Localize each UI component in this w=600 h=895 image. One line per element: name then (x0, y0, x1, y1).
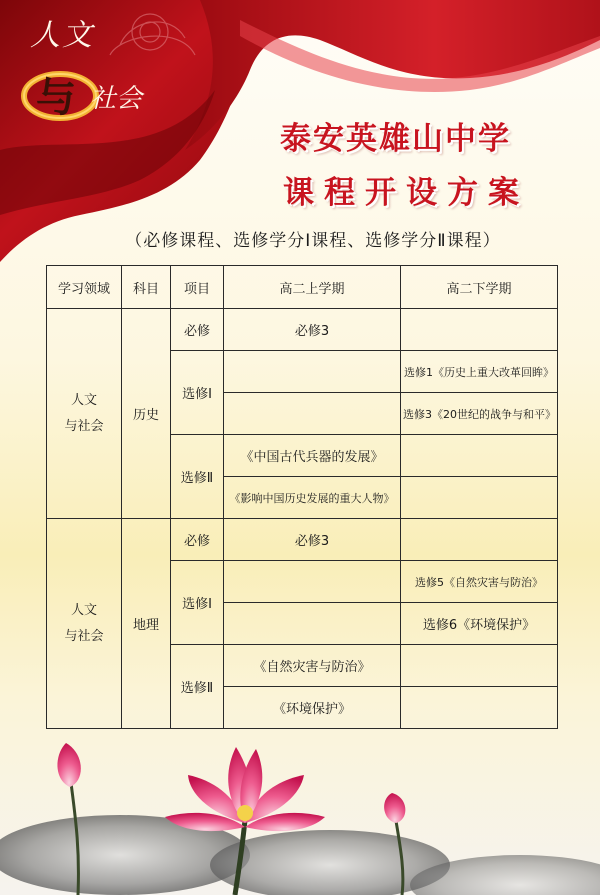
term2-cell: 选修5《自然灾害与防治》 (401, 561, 558, 603)
term2-cell (401, 477, 558, 519)
term1-cell: 《自然灾害与防治》 (224, 645, 401, 687)
item-elective1: 选修Ⅰ (171, 561, 224, 645)
domain-cell: 人文 与社会 (47, 519, 122, 729)
item-elective1: 选修Ⅰ (171, 351, 224, 435)
logo-text-shehui: 社会 (90, 84, 143, 114)
table-header-row (47, 266, 558, 309)
item-required: 必修 (171, 309, 224, 351)
term2-cell (401, 519, 558, 561)
header-item: 项目 (171, 266, 224, 309)
lotus-ink-painting (0, 735, 600, 895)
term2-cell (401, 687, 558, 729)
term2-cell (401, 309, 558, 351)
term1-cell (224, 561, 401, 603)
term1-cell (224, 603, 401, 645)
term1-cell: 必修3 (224, 519, 401, 561)
item-elective2: 选修Ⅱ (171, 435, 224, 519)
term1-cell: 《影响中国历史发展的重大人物》 (224, 477, 401, 519)
header-term1: 高二上学期 (224, 266, 401, 309)
term1-cell: 必修3 (224, 309, 401, 351)
term2-cell: 选修3《20世纪的战争与和平》 (401, 393, 558, 435)
header-domain: 学习领域 (47, 266, 122, 309)
term2-cell: 选修6《环境保护》 (401, 603, 558, 645)
term1-cell (224, 351, 401, 393)
subject-cell: 地理 (122, 519, 171, 729)
term2-cell (401, 435, 558, 477)
term2-cell: 选修1《历史上重大改革回眸》 (401, 351, 558, 393)
page-subtitle: （必修课程、选修学分Ⅰ课程、选修学分Ⅱ课程） (125, 231, 501, 251)
logo-text-renwen: 人文 (30, 18, 94, 53)
domain-cell: 人文 与社会 (47, 309, 122, 519)
term2-cell (401, 645, 558, 687)
humanities-society-logo (0, 0, 200, 140)
table-row (47, 519, 558, 561)
term1-cell: 《环境保护》 (224, 687, 401, 729)
item-required: 必修 (171, 519, 224, 561)
logo-text-yu: 与 (36, 74, 76, 121)
page-title-plan: 课程开设方案 (283, 175, 529, 211)
term1-cell: 《中国古代兵器的发展》 (224, 435, 401, 477)
term1-cell (224, 393, 401, 435)
page-title-school: 泰安英雄山中学 (280, 121, 511, 157)
item-elective2: 选修Ⅱ (171, 645, 224, 729)
course-plan-table (46, 265, 558, 729)
table-row (47, 309, 558, 351)
header-subject: 科目 (122, 266, 171, 309)
subject-cell: 历史 (122, 309, 171, 519)
header-term2: 高二下学期 (401, 266, 558, 309)
